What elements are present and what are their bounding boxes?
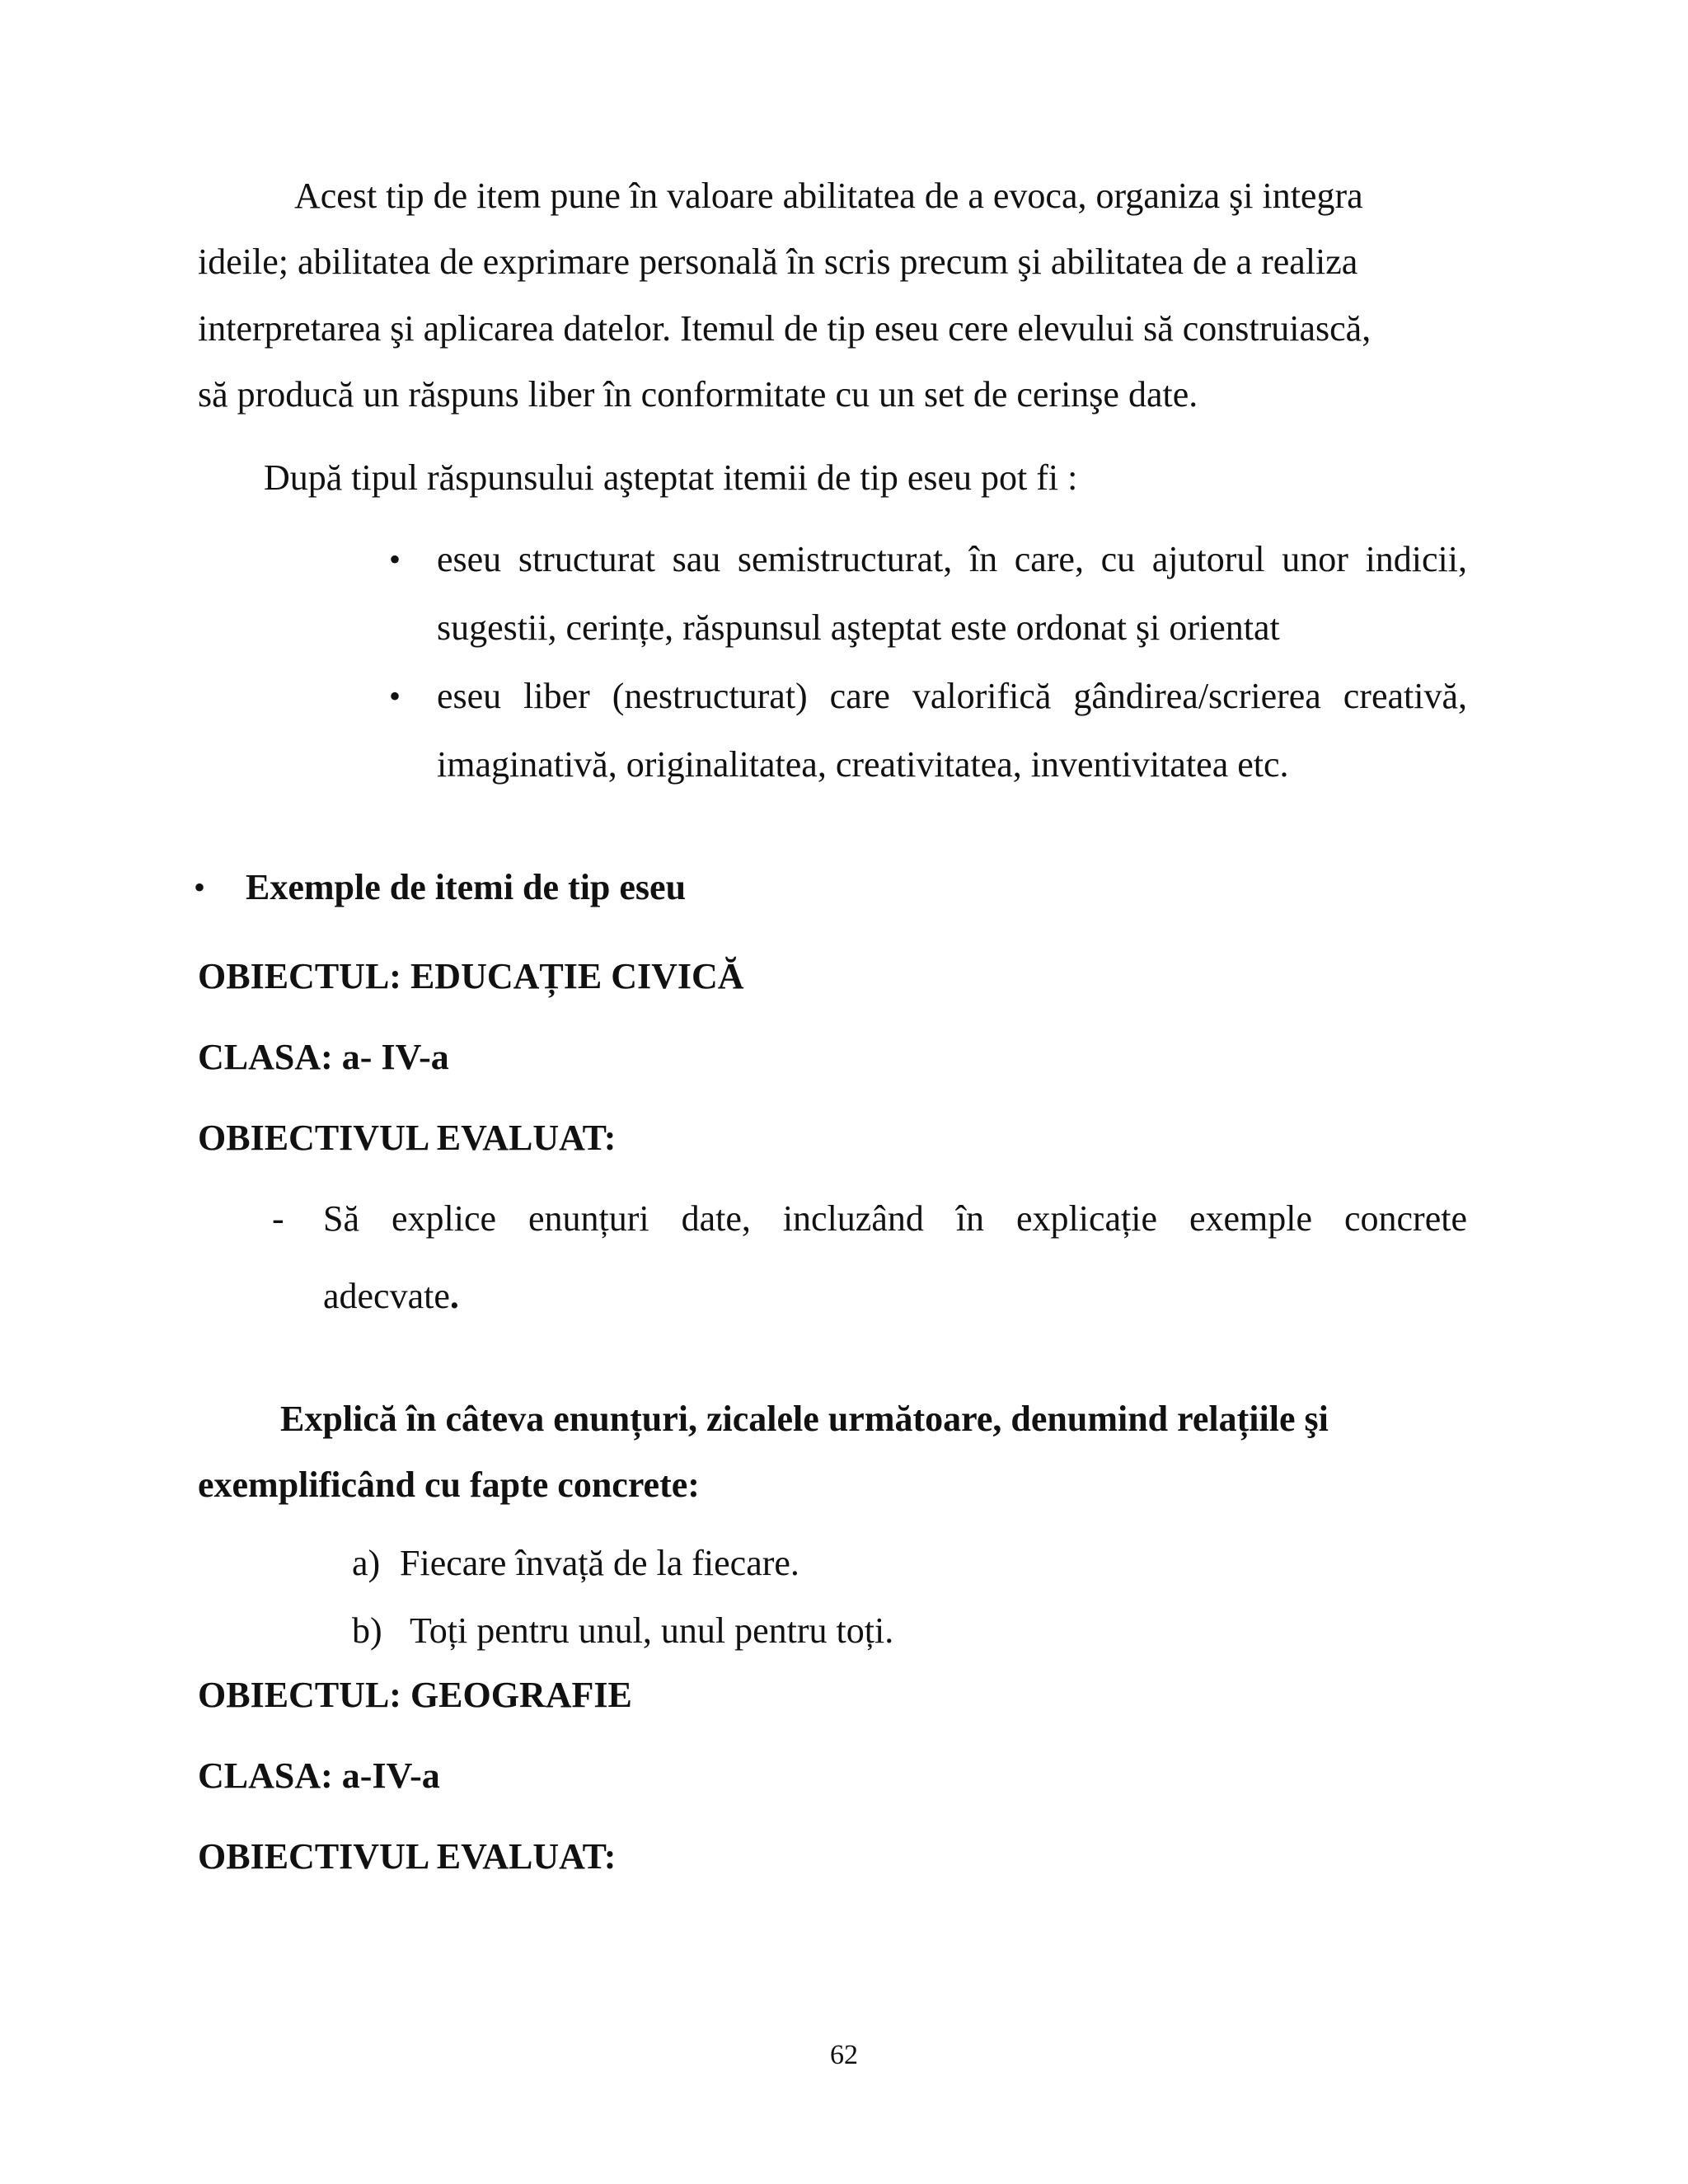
section1-task-line-2: exemplificând cu fapte concrete: bbox=[198, 1465, 700, 1505]
section1-objective-line-2-text: adecvate bbox=[323, 1276, 450, 1316]
section1-task-line-1: Explică în câteva enunțuri, zicalele următoare, denumind relațiile şi bbox=[280, 1399, 1329, 1439]
intro-line-3: interpretarea şi aplicarea datelor. Itemul de tip eseu cere elevului să construiască, bbox=[198, 308, 1372, 349]
section2-class: CLASA: a-IV-a bbox=[198, 1755, 440, 1796]
section2-subject: OBIECTUL: GEOGRAFIE bbox=[198, 1675, 632, 1715]
type-2-line-2: imaginativă, originalitatea, creativitatea, inventivitatea etc. bbox=[437, 744, 1289, 785]
examples-heading: Exemple de itemi de tip eseu bbox=[246, 867, 687, 907]
bullet-icon: • bbox=[389, 541, 401, 578]
objective-dash: - bbox=[272, 1198, 284, 1239]
intro-line-1: Acest tip de item pune în valoare abilitatea de a evoca, organiza şi integra bbox=[294, 176, 1363, 216]
type-1-line-1: eseu structurat sau semistructurat, în care, cu ajutorul unor indicii, bbox=[437, 539, 1467, 579]
item-text-b: Toți pentru unul, unul pentru toți. bbox=[410, 1610, 894, 1651]
section1-objective-period: . bbox=[449, 1276, 459, 1316]
section1-subject: OBIECTUL: EDUCAȚIE CIVICĂ bbox=[198, 956, 744, 996]
section1-objective-line-1: Să explice enunțuri date, incluzând în explicație exemple concrete bbox=[323, 1198, 1467, 1239]
item-text-a: Fiecare învață de la fiecare. bbox=[400, 1543, 799, 1583]
types-intro: După tipul răspunsului aşteptat itemii de tip eseu pot fi : bbox=[264, 457, 1078, 498]
item-marker-a: a) bbox=[352, 1543, 381, 1583]
item-marker-b: b) bbox=[352, 1610, 382, 1651]
intro-line-2: ideile; abilitatea de exprimare personală în scris precum şi abilitatea de a realiza bbox=[198, 241, 1358, 282]
page-number: 62 bbox=[830, 2040, 858, 2070]
section1-objective-line-2 bbox=[323, 1273, 459, 1319]
section1-objective-label: OBIECTIVUL EVALUAT: bbox=[198, 1118, 617, 1158]
section1-class: CLASA: a- IV-a bbox=[198, 1037, 449, 1077]
type-1-line-2: sugestii, cerințe, răspunsul aşteptat este ordonat şi orientat bbox=[437, 607, 1280, 648]
bullet-icon: • bbox=[194, 869, 206, 906]
bullet-icon: • bbox=[389, 677, 401, 715]
intro-line-4: să producă un răspuns liber în conformitate cu un set de cerinşe date. bbox=[198, 374, 1198, 415]
type-2-line-1: eseu liber (nestructurat) care valorifică gândirea/scrierea creativă, bbox=[437, 676, 1467, 716]
section2-objective-label: OBIECTIVUL EVALUAT: bbox=[198, 1836, 617, 1877]
